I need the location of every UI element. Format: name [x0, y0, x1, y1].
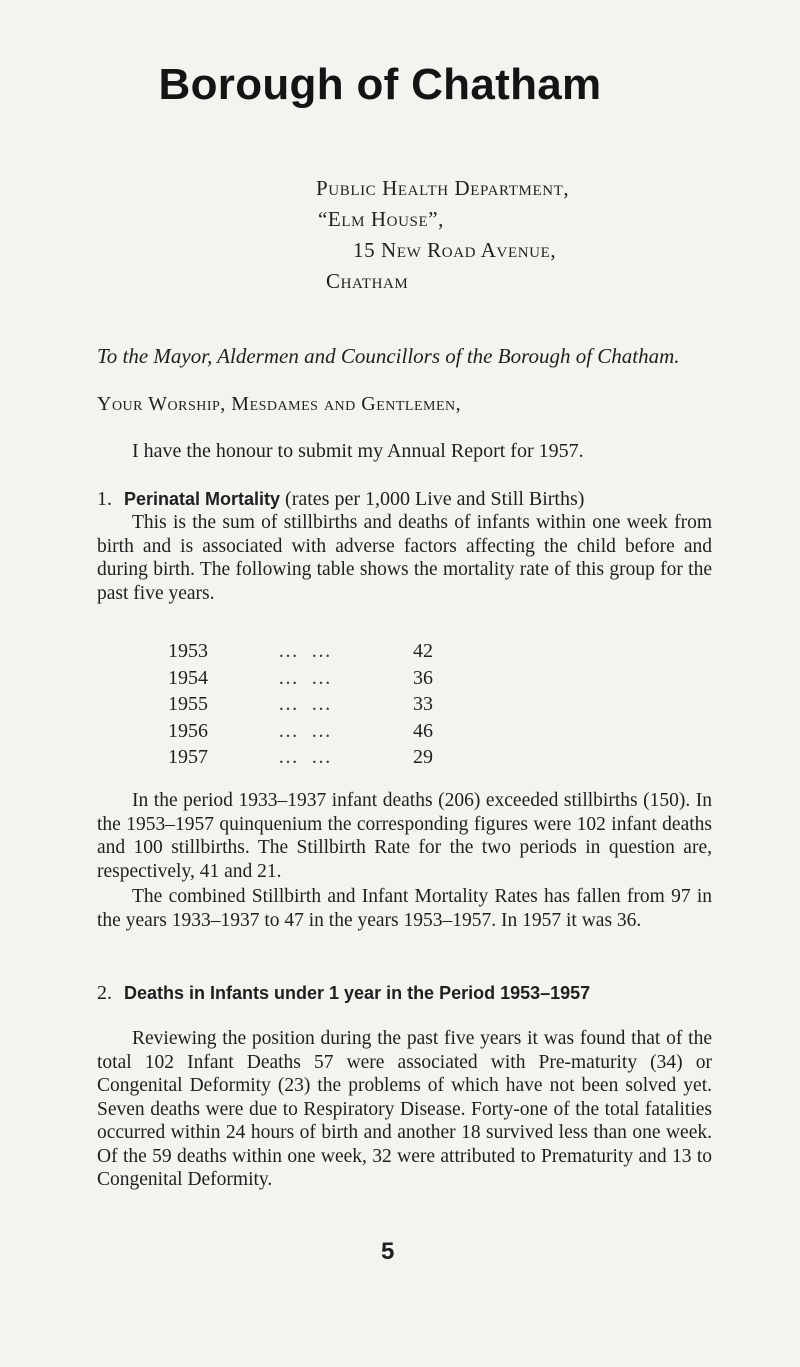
section-1-heading — [97, 488, 584, 511]
table-row — [168, 744, 548, 771]
paragraph: Reviewing the position during the past five years it was found that of the total 102 Infant Deaths 57 were associated with Pre-maturity (34) or Congenital Deformity (23) the problems of which have not been solved yet. Seven deaths were due to Respiratory Disease. Forty-one of the total fatalities occurred within 24 hours of birth and another 18 survived less than one week. Of the 59 deaths within one week, 32 were attributed to Prematurity and 13 to Congenital Deformity. — [97, 1028, 712, 1190]
rate-cell: 29 — [413, 746, 433, 768]
section-2-heading — [97, 982, 590, 1005]
address-block — [316, 173, 569, 297]
address-line: 15 New Road Avenue, — [353, 238, 557, 262]
paragraph: This is the sum of stillbirths and deaths of infants within one week from birth and is associated with adverse factors affecting the child before and during birth. The following table shows the mortality rate of this group for the past five years. — [97, 512, 712, 604]
address-line: “Elm House”, — [318, 207, 445, 231]
page-number: 5 — [381, 1238, 395, 1265]
leader-dots: … … — [278, 640, 335, 662]
paragraph: In the period 1933–1937 infant deaths (206) exceeded stillbirths (150). In the 1953–1957 quinquenium the corresponding figures were 102 infant deaths and 100 stillbirths. The Stillbirth Rate for the two periods in question are, respectively, 41 and 21. — [97, 790, 712, 882]
address-line: Chatham — [326, 269, 409, 293]
year-cell: 1953 — [168, 640, 208, 662]
year-cell: 1955 — [168, 693, 208, 715]
rate-cell: 33 — [413, 693, 433, 715]
leader-dots: … … — [278, 666, 335, 689]
section-number: 2. — [97, 982, 112, 1004]
year-cell: 1957 — [168, 746, 208, 768]
rate-cell: 42 — [413, 640, 433, 662]
table-row — [168, 691, 548, 718]
year-cell: 1956 — [168, 719, 208, 742]
table-row — [168, 665, 548, 692]
leader-dots: … … — [278, 746, 335, 768]
address-line: Public Health Department, — [316, 176, 570, 200]
intro-sentence: I have the honour to submit my Annual Report for 1957. — [132, 440, 584, 462]
mortality-rate-table — [168, 638, 548, 771]
document-title: Borough of Chatham — [158, 60, 602, 109]
rate-cell: 36 — [413, 666, 433, 689]
rate-cell: 46 — [413, 719, 433, 742]
table-row — [168, 718, 548, 745]
addressee-line: To the Mayor, Aldermen and Councillors of the Borough of Chatham. — [97, 344, 680, 368]
year-cell: 1954 — [168, 666, 208, 689]
section-number: 1. — [97, 488, 112, 510]
section-subtitle: (rates per 1,000 Live and Still Births) — [285, 488, 585, 510]
paragraph: The combined Stillbirth and Infant Mortality Rates has fallen from 97 in the years 1933–1937 to 47 in the years 1953–1957. In 1957 it was 36. — [97, 886, 712, 931]
leader-dots: … … — [278, 719, 335, 742]
greeting-line: Your Worship, Mesdames and Gentlemen, — [97, 393, 462, 415]
section-title: Perinatal Mortality — [124, 489, 281, 509]
leader-dots: … … — [278, 693, 335, 715]
table-row — [168, 638, 548, 665]
section-title: Deaths in Infants under 1 year in the Period 1953–1957 — [124, 983, 591, 1003]
